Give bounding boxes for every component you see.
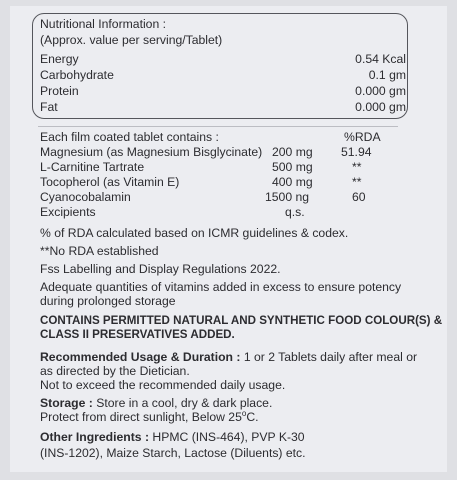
adequate-note-line1: Adequate quantities of vitamins added in excess to ensure potency (40, 280, 402, 294)
rda-note: % of RDA calculated based on ICMR guidelines & codex. (40, 226, 349, 240)
no-rda-note: **No RDA established (40, 244, 159, 258)
composition-row-tocopherol-amount: 400 mg (272, 175, 313, 189)
composition-row-tocopherol-name: Tocopherol (as Vitamin E) (40, 175, 180, 189)
nutrition-row-fat-name: Fat (40, 100, 58, 114)
nutrition-subtitle: (Approx. value per serving/Tablet) (40, 33, 223, 47)
storage-line1 (40, 396, 272, 410)
composition-row-tocopherol-rda: ** (352, 175, 362, 189)
nutrition-row-energy-value: 0.54 Kcal (355, 52, 406, 66)
storage-text1: Store in a cool, dry & dark place. (92, 396, 273, 410)
adequate-note-line2: during prolonged storage (40, 294, 176, 308)
usage-line1 (40, 350, 417, 364)
composition-row-carnitine-amount: 500 mg (272, 160, 313, 174)
colour-warning-line2: CLASS II PRESERVATIVES ADDED. (40, 328, 235, 341)
divider (38, 126, 398, 127)
composition-row-carnitine-rda: ** (352, 160, 362, 174)
ingredients-label: Other Ingredients : (40, 430, 150, 444)
composition-row-cyanocobalamin-rda: 60 (352, 190, 366, 204)
composition-row-excipients-name: Excipients (40, 205, 96, 219)
ingredients-line1 (40, 430, 305, 444)
composition-row-excipients-amount: q.s. (285, 205, 305, 219)
storage-text2: Protect from direct sunlight, Below 25 (40, 410, 242, 424)
degree-sign: o (241, 408, 247, 418)
composition-row-cyanocobalamin-name: Cyanocobalamin (40, 190, 131, 204)
ingredients-text2: (INS-1202), Maize Starch, Lactose (Diluents) etc. (40, 446, 306, 460)
composition-row-magnesium-rda: 51.94 (341, 145, 372, 159)
nutrition-row-energy-name: Energy (40, 52, 79, 66)
usage-label: Recommended Usage & Duration : (40, 350, 241, 364)
ingredients-text1: HPMC (INS-464), PVP K-30 (149, 430, 305, 444)
composition-row-carnitine-name: L-Carnitine Tartrate (40, 160, 145, 174)
storage-label: Storage : (40, 396, 93, 410)
rda-header: %RDA (344, 130, 381, 144)
nutrition-row-fat-value: 0.000 gm (355, 100, 406, 114)
usage-text2: as directed by the Dietician. (40, 364, 190, 378)
usage-text1: 1 or 2 Tablets daily after meal or (240, 350, 418, 364)
usage-text3: Not to exceed the recommended daily usage. (40, 378, 286, 392)
storage-line2 (40, 410, 259, 424)
composition-row-magnesium-name: Magnesium (as Magnesium Bisglycinate) (40, 145, 263, 159)
nutrition-row-carbohydrate-name: Carbohydrate (40, 68, 114, 82)
nutrition-row-protein-value: 0.000 gm (355, 84, 406, 98)
composition-row-cyanocobalamin-amount: 1500 ng (265, 190, 310, 204)
colour-warning-line1: CONTAINS PERMITTED NATURAL AND SYNTHETIC FOOD COLOUR(S) & (40, 314, 443, 327)
fss-note: Fss Labelling and Display Regulations 2022. (40, 262, 281, 276)
composition-row-magnesium-amount: 200 mg (272, 145, 313, 159)
composition-heading: Each film coated tablet contains : (40, 130, 219, 144)
nutrition-row-protein-name: Protein (40, 84, 79, 98)
storage-unit: C. (246, 410, 259, 424)
nutrition-title: Nutritional Information : (40, 17, 166, 31)
nutrition-row-carbohydrate-value: 0.1 gm (368, 68, 406, 82)
